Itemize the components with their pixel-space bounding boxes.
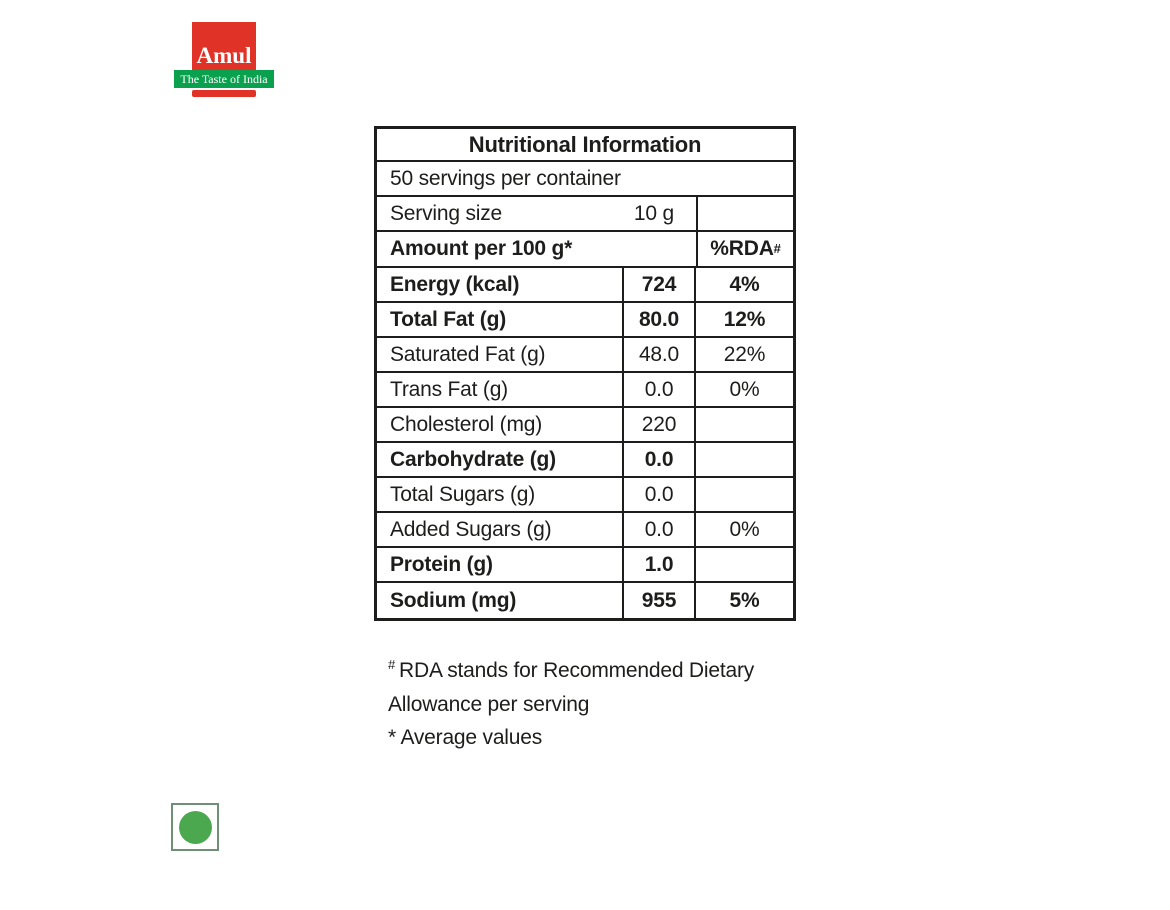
row-rda: 12% [723,307,766,331]
table-row-total-fat [377,303,793,338]
row-value: 0.0 [622,443,696,476]
row-rda: 4% [729,272,760,296]
footnotes [388,654,788,755]
row-rda: 22% [723,342,766,366]
row-rda [696,408,793,441]
table-title-row [377,129,793,162]
table-row-carbohydrate [377,443,793,478]
veg-dot-icon [179,811,212,844]
row-rda: 5% [729,588,760,612]
table-row-saturated-fat [377,338,793,373]
nutrition-table [374,126,796,621]
row-value: 955 [622,583,696,618]
footnote-rda-line1 [388,654,788,688]
row-value: 0.0 [622,373,696,406]
table-row-protein [377,548,793,583]
amul-logo [174,22,274,98]
row-label: Sodium (mg) [390,588,517,612]
amul-logo-red-strip [192,90,256,97]
row-label: Added Sugars (g) [390,517,552,541]
table-row-sodium [377,583,793,618]
servings-row [377,162,793,197]
serving-size-row [377,197,793,232]
amount-header-row [377,232,793,268]
table-row-cholesterol [377,408,793,443]
servings-per-container: 50 servings per container [390,166,621,190]
amul-tagline-banner [174,70,274,88]
footnote-hash-superscript: # [388,657,396,672]
table-row-added-sugars [377,513,793,548]
row-label: Cholesterol (mg) [390,412,543,436]
row-value: 0.0 [622,513,696,546]
table-title: Nutritional Information [468,131,702,157]
rda-header-label: %RDA [710,237,774,260]
footnote-average-values: * Average values [388,726,543,749]
row-label: Carbohydrate (g) [390,447,556,471]
row-value: 1.0 [622,548,696,581]
table-row-energy [377,268,793,303]
row-rda: 0% [729,517,760,541]
amul-tagline-text: The Taste of India [180,71,268,86]
table-row-trans-fat [377,373,793,408]
footnote-rda-line2: Allowance per serving [388,692,590,716]
row-rda: 0% [729,377,760,401]
row-rda [696,548,793,581]
serving-size-label: Serving size [390,201,502,225]
row-label: Energy (kcal) [390,272,520,296]
row-rda [696,478,793,511]
table-row-total-sugars [377,478,793,513]
amul-brand-text: Amul [196,43,252,68]
amount-header-label: Amount per 100 g* [390,237,573,260]
row-label: Saturated Fat (g) [390,342,546,366]
serving-size-cell [377,197,696,230]
rda-header-cell: %RDA # [696,232,793,266]
row-value: 48.0 [622,338,696,371]
row-label: Trans Fat (g) [390,377,508,401]
row-label: Protein (g) [390,552,493,576]
row-label: Total Fat (g) [390,307,506,331]
row-rda [696,443,793,476]
serving-size-value: 10 g [633,201,674,225]
veg-mark-icon [171,803,219,851]
footnote-rda-text: RDA stands for Recommended Dietary [399,659,755,682]
row-value: 80.0 [622,303,696,336]
row-value: 220 [622,408,696,441]
serving-size-empty-cell [696,197,793,230]
amul-logo-red-square [192,22,256,70]
row-value: 724 [622,268,696,301]
amount-header-cell [377,232,696,266]
row-value: 0.0 [622,478,696,511]
row-label: Total Sugars (g) [390,482,536,506]
